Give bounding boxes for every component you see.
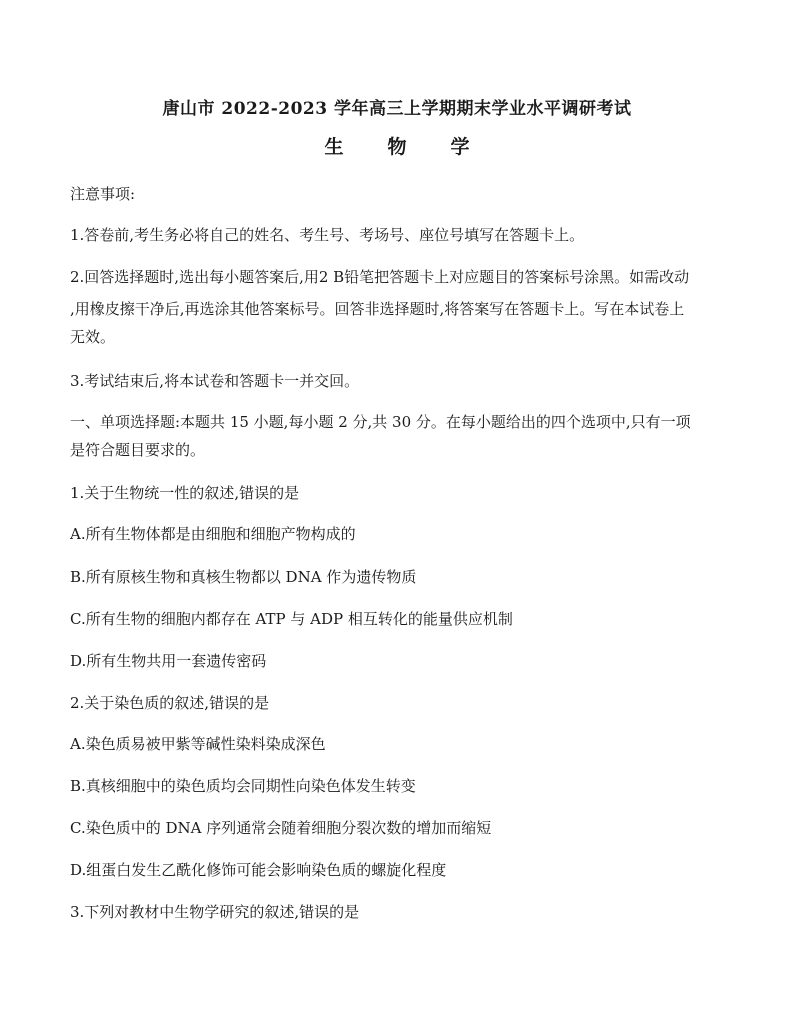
question-option: C.所有生物的细胞内都存在 ATP 与 ADP 相互转化的能量供应机制 — [70, 610, 513, 628]
section-intro-line: 是符合题目要求的。 — [70, 441, 206, 459]
subject-title — [0, 132, 794, 159]
section-intro-line: 一、单项选择题:本题共 15 小题,每小题 2 分,共 30 分。在每小题给出的四个选项中,只有一项 — [70, 413, 691, 431]
question-option: A.所有生物体都是由细胞和细胞产物构成的 — [70, 525, 356, 543]
subject-char: 学 — [450, 136, 470, 158]
question-option: A.染色质易被甲紫等碱性染料染成深色 — [70, 735, 326, 753]
question-option: D.所有生物共用一套遗传密码 — [70, 652, 267, 670]
question-option: C.染色质中的 DNA 序列通常会随着细胞分裂次数的增加而缩短 — [70, 819, 492, 837]
notice-item-2-line: 无效。 — [70, 328, 116, 346]
notice-item-2-line: ,用橡皮擦干净后,再选涂其他答案标号。回答非选择题时,将答案写在答题卡上。写在本试卷上 — [70, 300, 685, 318]
question-stem: 2.关于染色质的叙述,错误的是 — [70, 694, 270, 712]
notice-item-3: 3.考试结束后,将本试卷和答题卡一并交回。 — [70, 372, 360, 390]
notice-heading: 注意事项: — [70, 185, 136, 203]
exam-title: 唐山市 2022-2023 学年高三上学期期末学业水平调研考试 — [162, 99, 632, 119]
subject-char: 生 — [324, 136, 344, 158]
question-option: B.所有原核生物和真核生物都以 DNA 作为遗传物质 — [70, 568, 417, 586]
question-stem: 1.关于生物统一性的叙述,错误的是 — [70, 484, 300, 502]
notice-item-1: 1.答卷前,考生务必将自己的姓名、考生号、考场号、座位号填写在答题卡上。 — [70, 226, 585, 244]
question-option: D.组蛋白发生乙酰化修饰可能会影响染色质的螺旋化程度 — [70, 861, 447, 879]
question-option: B.真核细胞中的染色质均会同期性向染色体发生转变 — [70, 777, 416, 795]
notice-item-2-line: 2.回答选择题时,选出每小题答案后,用2 B铅笔把答题卡上对应题目的答案标号涂黑。如需改动 — [70, 268, 690, 286]
question-stem: 3.下列对教材中生物学研究的叙述,错误的是 — [70, 903, 360, 921]
subject-char: 物 — [387, 136, 407, 158]
